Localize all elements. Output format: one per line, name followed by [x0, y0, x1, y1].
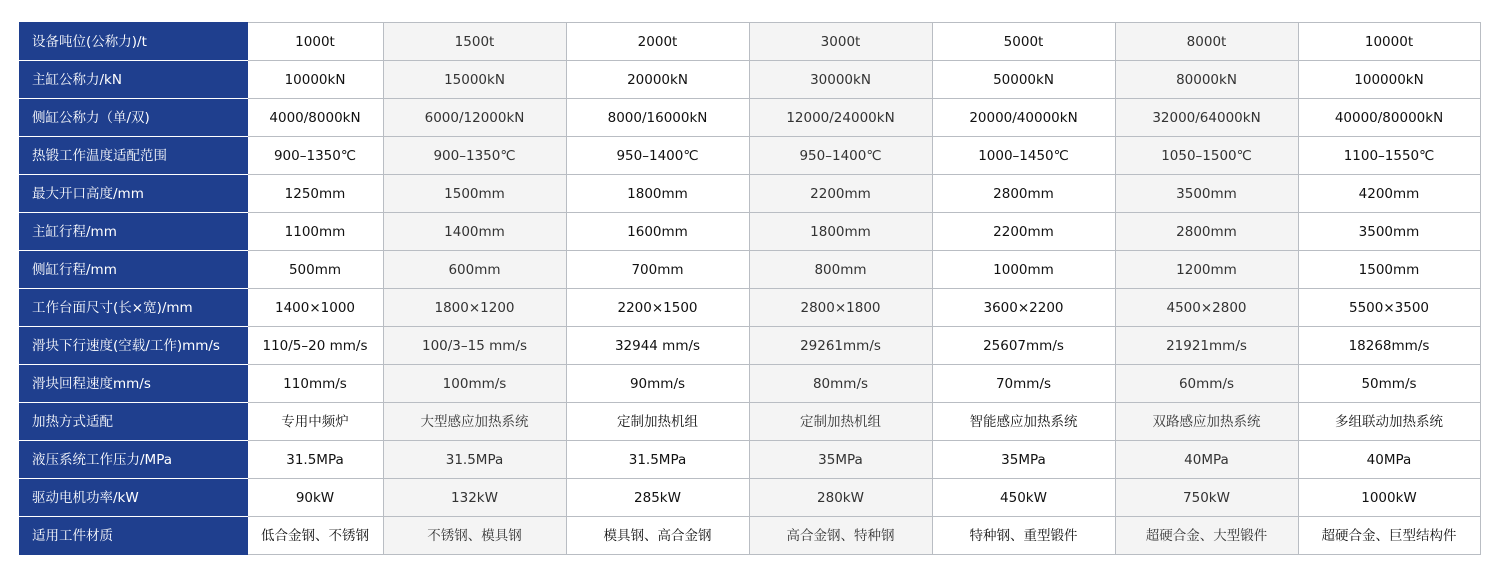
table-cell: 80mm/s [749, 365, 932, 403]
table-cell: 2800mm [1115, 213, 1298, 251]
table-cell: 900–1350℃ [383, 137, 566, 175]
table-cell: 特种钢、重型锻件 [932, 517, 1115, 555]
table-cell: 1050–1500℃ [1115, 137, 1298, 175]
table-cell: 80000kN [1115, 61, 1298, 99]
heating-method-row [19, 403, 1480, 441]
table-cell: 600mm [383, 251, 566, 289]
table-cell: 专用中频炉 [247, 403, 383, 441]
table-cell: 1400×1000 [247, 289, 383, 327]
table-cell: 450kW [932, 479, 1115, 517]
table-cell: 285kW [566, 479, 749, 517]
table-cell: 280kW [749, 479, 932, 517]
table-cell: 2000t [566, 23, 749, 61]
table-cell: 31.5MPa [566, 441, 749, 479]
worktable-size-row [19, 289, 1480, 327]
table-cell: 不锈钢、模具钢 [383, 517, 566, 555]
spec-table [19, 22, 1481, 555]
table-cell: 70mm/s [932, 365, 1115, 403]
table-cell: 模具钢、高合金钢 [566, 517, 749, 555]
table-cell: 双路感应加热系统 [1115, 403, 1298, 441]
table-cell: 30000kN [749, 61, 932, 99]
table-cell: 40MPa [1298, 441, 1480, 479]
table-cell: 1800mm [749, 213, 932, 251]
table-cell: 25607mm/s [932, 327, 1115, 365]
table-cell: 10000kN [247, 61, 383, 99]
table-cell: 10000t [1298, 23, 1480, 61]
table-cell: 750kW [1115, 479, 1298, 517]
row-label: 主缸行程/mm [19, 213, 247, 251]
table-cell: 1500t [383, 23, 566, 61]
workpiece-material-row [19, 517, 1480, 555]
table-cell: 20000/40000kN [932, 99, 1115, 137]
row-label: 加热方式适配 [19, 403, 247, 441]
row-label: 液压系统工作压力/MPa [19, 441, 247, 479]
table-cell: 8000/16000kN [566, 99, 749, 137]
table-cell: 1800mm [566, 175, 749, 213]
main-cylinder-stroke-row [19, 213, 1480, 251]
table-cell: 4000/8000kN [247, 99, 383, 137]
table-cell: 100/3–15 mm/s [383, 327, 566, 365]
table-cell: 1250mm [247, 175, 383, 213]
table-cell: 40000/80000kN [1298, 99, 1480, 137]
table-cell: 超硬合金、大型锻件 [1115, 517, 1298, 555]
hydraulic-pressure-row [19, 441, 1480, 479]
table-cell: 32000/64000kN [1115, 99, 1298, 137]
table-cell: 1800×1200 [383, 289, 566, 327]
row-label: 热锻工作温度适配范围 [19, 137, 247, 175]
row-label: 驱动电机功率/kW [19, 479, 247, 517]
table-cell: 2200mm [749, 175, 932, 213]
table-cell: 1100–1550℃ [1298, 137, 1480, 175]
table-cell: 1000mm [932, 251, 1115, 289]
table-cell: 50000kN [932, 61, 1115, 99]
row-label: 适用工件材质 [19, 517, 247, 555]
row-label: 滑块回程速度mm/s [19, 365, 247, 403]
side-cylinder-force-row [19, 99, 1480, 137]
table-cell: 3000t [749, 23, 932, 61]
row-label: 滑块下行速度(空载/工作)mm/s [19, 327, 247, 365]
table-cell: 智能感应加热系统 [932, 403, 1115, 441]
table-cell: 2200mm [932, 213, 1115, 251]
side-cylinder-stroke-row [19, 251, 1480, 289]
table-cell: 1400mm [383, 213, 566, 251]
table-cell: 5000t [932, 23, 1115, 61]
spec-table-body [19, 23, 1480, 555]
table-cell: 31.5MPa [247, 441, 383, 479]
max-opening-height-row [19, 175, 1480, 213]
table-cell: 超硬合金、巨型结构件 [1298, 517, 1480, 555]
table-cell: 29261mm/s [749, 327, 932, 365]
table-cell: 132kW [383, 479, 566, 517]
tonnage-row [19, 23, 1480, 61]
table-cell: 5500×3500 [1298, 289, 1480, 327]
table-cell: 40MPa [1115, 441, 1298, 479]
table-cell: 35MPa [749, 441, 932, 479]
table-cell: 4200mm [1298, 175, 1480, 213]
table-cell: 1000–1450℃ [932, 137, 1115, 175]
table-cell: 大型感应加热系统 [383, 403, 566, 441]
table-cell: 950–1400℃ [749, 137, 932, 175]
table-cell: 31.5MPa [383, 441, 566, 479]
table-cell: 32944 mm/s [566, 327, 749, 365]
table-cell: 100mm/s [383, 365, 566, 403]
table-cell: 700mm [566, 251, 749, 289]
table-cell: 多组联动加热系统 [1298, 403, 1480, 441]
row-label: 侧缸公称力（单/双) [19, 99, 247, 137]
row-label: 主缸公称力/kN [19, 61, 247, 99]
table-cell: 3500mm [1298, 213, 1480, 251]
table-cell: 1200mm [1115, 251, 1298, 289]
table-cell: 1100mm [247, 213, 383, 251]
table-cell: 50mm/s [1298, 365, 1480, 403]
table-cell: 18268mm/s [1298, 327, 1480, 365]
table-cell: 15000kN [383, 61, 566, 99]
forging-temperature-row [19, 137, 1480, 175]
motor-power-row [19, 479, 1480, 517]
table-cell: 20000kN [566, 61, 749, 99]
table-cell: 1600mm [566, 213, 749, 251]
table-cell: 900–1350℃ [247, 137, 383, 175]
table-cell: 21921mm/s [1115, 327, 1298, 365]
table-cell: 1000kW [1298, 479, 1480, 517]
table-cell: 定制加热机组 [749, 403, 932, 441]
row-label: 侧缸行程/mm [19, 251, 247, 289]
table-cell: 1500mm [1298, 251, 1480, 289]
table-cell: 低合金钢、不锈钢 [247, 517, 383, 555]
table-cell: 800mm [749, 251, 932, 289]
table-cell: 8000t [1115, 23, 1298, 61]
table-cell: 100000kN [1298, 61, 1480, 99]
row-label: 最大开口高度/mm [19, 175, 247, 213]
table-cell: 35MPa [932, 441, 1115, 479]
table-cell: 1500mm [383, 175, 566, 213]
table-cell: 950–1400℃ [566, 137, 749, 175]
table-cell: 4500×2800 [1115, 289, 1298, 327]
main-cylinder-force-row [19, 61, 1480, 99]
table-cell: 90kW [247, 479, 383, 517]
table-cell: 高合金钢、特种钢 [749, 517, 932, 555]
table-cell: 3500mm [1115, 175, 1298, 213]
table-cell: 110mm/s [247, 365, 383, 403]
table-cell: 6000/12000kN [383, 99, 566, 137]
table-cell: 2800×1800 [749, 289, 932, 327]
table-cell: 110/5–20 mm/s [247, 327, 383, 365]
table-cell: 90mm/s [566, 365, 749, 403]
table-cell: 3600×2200 [932, 289, 1115, 327]
table-cell: 2200×1500 [566, 289, 749, 327]
row-label: 工作台面尺寸(长×宽)/mm [19, 289, 247, 327]
table-cell: 1000t [247, 23, 383, 61]
row-label: 设备吨位(公称力)/t [19, 23, 247, 61]
table-cell: 定制加热机组 [566, 403, 749, 441]
table-cell: 500mm [247, 251, 383, 289]
slide-down-speed-row [19, 327, 1480, 365]
table-cell: 2800mm [932, 175, 1115, 213]
slide-return-speed-row [19, 365, 1480, 403]
table-cell: 12000/24000kN [749, 99, 932, 137]
table-cell: 60mm/s [1115, 365, 1298, 403]
